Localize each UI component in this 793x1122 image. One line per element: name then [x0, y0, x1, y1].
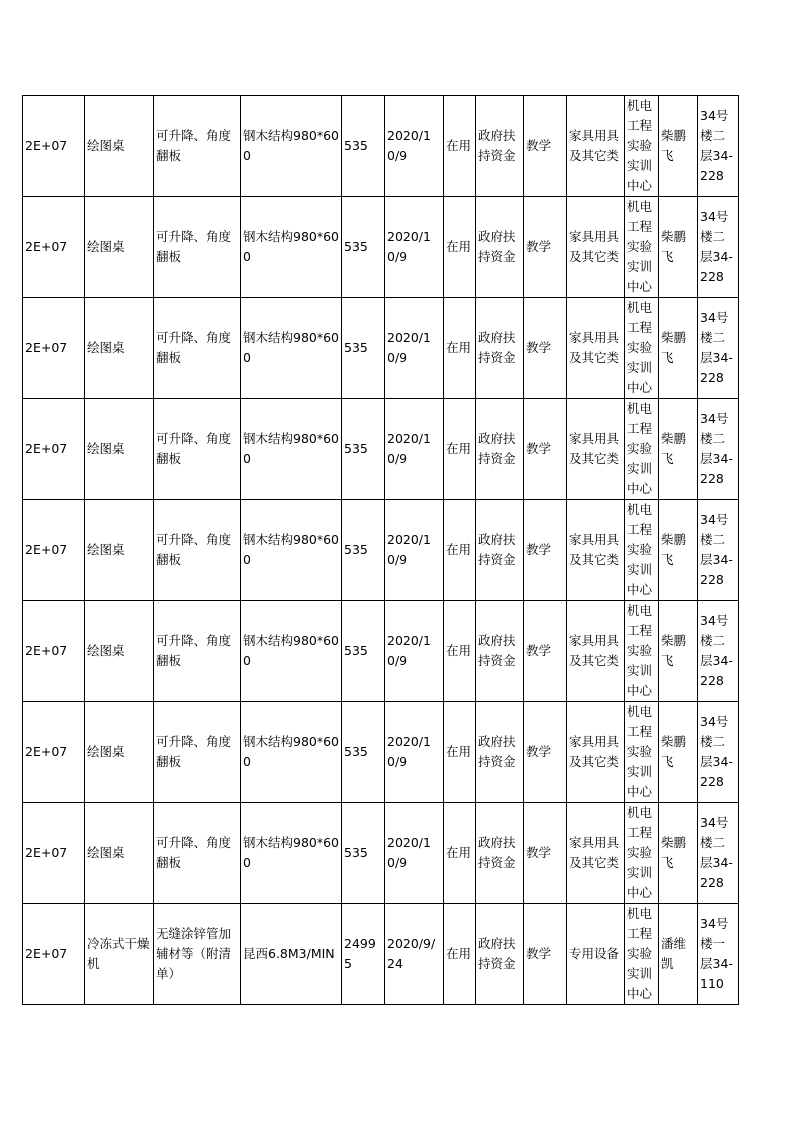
category-cell: 家具用具及其它类 [567, 803, 625, 904]
spec-cell: 可升降、角度翻板 [154, 197, 241, 298]
spec-cell: 可升降、角度翻板 [154, 601, 241, 702]
usage-cell: 教学 [524, 500, 567, 601]
status-cell: 在用 [444, 702, 476, 803]
asset-table [22, 95, 739, 1005]
asset-code-cell: 2E+07 [23, 601, 85, 702]
status-cell: 在用 [444, 500, 476, 601]
spec-cell: 无缝涂锌管加辅材等（附清单） [154, 904, 241, 1005]
table-row [23, 298, 739, 399]
table-row [23, 96, 739, 197]
price-cell: 535 [342, 399, 385, 500]
category-cell: 家具用具及其它类 [567, 601, 625, 702]
usage-cell: 教学 [524, 803, 567, 904]
usage-cell: 教学 [524, 601, 567, 702]
funding-cell: 政府扶持资金 [476, 500, 524, 601]
department-cell: 机电工程实验实训中心 [625, 399, 659, 500]
asset-code-cell: 2E+07 [23, 399, 85, 500]
location-cell: 34号楼二层34-228 [698, 803, 739, 904]
category-cell: 家具用具及其它类 [567, 702, 625, 803]
status-cell: 在用 [444, 399, 476, 500]
date-cell: 2020/10/9 [385, 601, 444, 702]
location-cell: 34号楼二层34-228 [698, 601, 739, 702]
usage-cell: 教学 [524, 904, 567, 1005]
model-cell: 钢木结构980*600 [241, 500, 342, 601]
model-cell: 钢木结构980*600 [241, 601, 342, 702]
custodian-cell: 柴鹏飞 [659, 702, 698, 803]
usage-cell: 教学 [524, 702, 567, 803]
category-cell: 家具用具及其它类 [567, 197, 625, 298]
model-cell: 钢木结构980*600 [241, 298, 342, 399]
price-cell: 535 [342, 601, 385, 702]
date-cell: 2020/10/9 [385, 702, 444, 803]
custodian-cell: 柴鹏飞 [659, 197, 698, 298]
spec-cell: 可升降、角度翻板 [154, 96, 241, 197]
funding-cell: 政府扶持资金 [476, 197, 524, 298]
custodian-cell: 柴鹏飞 [659, 298, 698, 399]
asset-name-cell: 绘图桌 [85, 399, 154, 500]
location-cell: 34号楼二层34-228 [698, 399, 739, 500]
table-row [23, 702, 739, 803]
spec-cell: 可升降、角度翻板 [154, 702, 241, 803]
funding-cell: 政府扶持资金 [476, 702, 524, 803]
spec-cell: 可升降、角度翻板 [154, 298, 241, 399]
asset-name-cell: 绘图桌 [85, 803, 154, 904]
location-cell: 34号楼一层34-110 [698, 904, 739, 1005]
price-cell: 24995 [342, 904, 385, 1005]
model-cell: 钢木结构980*600 [241, 197, 342, 298]
department-cell: 机电工程实验实训中心 [625, 197, 659, 298]
location-cell: 34号楼二层34-228 [698, 702, 739, 803]
asset-code-cell: 2E+07 [23, 197, 85, 298]
date-cell: 2020/10/9 [385, 803, 444, 904]
model-cell: 钢木结构980*600 [241, 96, 342, 197]
asset-code-cell: 2E+07 [23, 298, 85, 399]
date-cell: 2020/10/9 [385, 96, 444, 197]
date-cell: 2020/9/24 [385, 904, 444, 1005]
table-row [23, 601, 739, 702]
status-cell: 在用 [444, 601, 476, 702]
department-cell: 机电工程实验实训中心 [625, 298, 659, 399]
usage-cell: 教学 [524, 298, 567, 399]
category-cell: 家具用具及其它类 [567, 399, 625, 500]
department-cell: 机电工程实验实训中心 [625, 803, 659, 904]
asset-code-cell: 2E+07 [23, 904, 85, 1005]
funding-cell: 政府扶持资金 [476, 803, 524, 904]
funding-cell: 政府扶持资金 [476, 298, 524, 399]
table-row [23, 399, 739, 500]
date-cell: 2020/10/9 [385, 298, 444, 399]
custodian-cell: 柴鹏飞 [659, 803, 698, 904]
department-cell: 机电工程实验实训中心 [625, 96, 659, 197]
custodian-cell: 柴鹏飞 [659, 601, 698, 702]
category-cell: 家具用具及其它类 [567, 96, 625, 197]
funding-cell: 政府扶持资金 [476, 96, 524, 197]
date-cell: 2020/10/9 [385, 500, 444, 601]
price-cell: 535 [342, 96, 385, 197]
spec-cell: 可升降、角度翻板 [154, 803, 241, 904]
asset-name-cell: 绘图桌 [85, 601, 154, 702]
category-cell: 家具用具及其它类 [567, 500, 625, 601]
asset-name-cell: 冷冻式干燥机 [85, 904, 154, 1005]
date-cell: 2020/10/9 [385, 399, 444, 500]
spec-cell: 可升降、角度翻板 [154, 399, 241, 500]
department-cell: 机电工程实验实训中心 [625, 601, 659, 702]
model-cell: 钢木结构980*600 [241, 399, 342, 500]
asset-name-cell: 绘图桌 [85, 298, 154, 399]
location-cell: 34号楼二层34-228 [698, 500, 739, 601]
department-cell: 机电工程实验实训中心 [625, 702, 659, 803]
category-cell: 专用设备 [567, 904, 625, 1005]
price-cell: 535 [342, 500, 385, 601]
location-cell: 34号楼二层34-228 [698, 298, 739, 399]
asset-code-cell: 2E+07 [23, 803, 85, 904]
custodian-cell: 潘维凯 [659, 904, 698, 1005]
usage-cell: 教学 [524, 96, 567, 197]
asset-name-cell: 绘图桌 [85, 197, 154, 298]
price-cell: 535 [342, 803, 385, 904]
custodian-cell: 柴鹏飞 [659, 96, 698, 197]
asset-name-cell: 绘图桌 [85, 500, 154, 601]
asset-table-body [23, 96, 739, 1005]
custodian-cell: 柴鹏飞 [659, 500, 698, 601]
asset-code-cell: 2E+07 [23, 96, 85, 197]
custodian-cell: 柴鹏飞 [659, 399, 698, 500]
status-cell: 在用 [444, 298, 476, 399]
category-cell: 家具用具及其它类 [567, 298, 625, 399]
department-cell: 机电工程实验实训中心 [625, 904, 659, 1005]
status-cell: 在用 [444, 904, 476, 1005]
department-cell: 机电工程实验实训中心 [625, 500, 659, 601]
funding-cell: 政府扶持资金 [476, 399, 524, 500]
date-cell: 2020/10/9 [385, 197, 444, 298]
status-cell: 在用 [444, 96, 476, 197]
funding-cell: 政府扶持资金 [476, 904, 524, 1005]
asset-name-cell: 绘图桌 [85, 702, 154, 803]
table-row [23, 500, 739, 601]
table-row [23, 197, 739, 298]
price-cell: 535 [342, 197, 385, 298]
status-cell: 在用 [444, 803, 476, 904]
usage-cell: 教学 [524, 197, 567, 298]
location-cell: 34号楼二层34-228 [698, 197, 739, 298]
model-cell: 钢木结构980*600 [241, 702, 342, 803]
asset-name-cell: 绘图桌 [85, 96, 154, 197]
asset-code-cell: 2E+07 [23, 500, 85, 601]
asset-code-cell: 2E+07 [23, 702, 85, 803]
model-cell: 钢木结构980*600 [241, 803, 342, 904]
price-cell: 535 [342, 298, 385, 399]
table-row [23, 904, 739, 1005]
spec-cell: 可升降、角度翻板 [154, 500, 241, 601]
status-cell: 在用 [444, 197, 476, 298]
usage-cell: 教学 [524, 399, 567, 500]
table-row [23, 803, 739, 904]
location-cell: 34号楼二层34-228 [698, 96, 739, 197]
funding-cell: 政府扶持资金 [476, 601, 524, 702]
price-cell: 535 [342, 702, 385, 803]
model-cell: 昆西6.8M3/MIN [241, 904, 342, 1005]
